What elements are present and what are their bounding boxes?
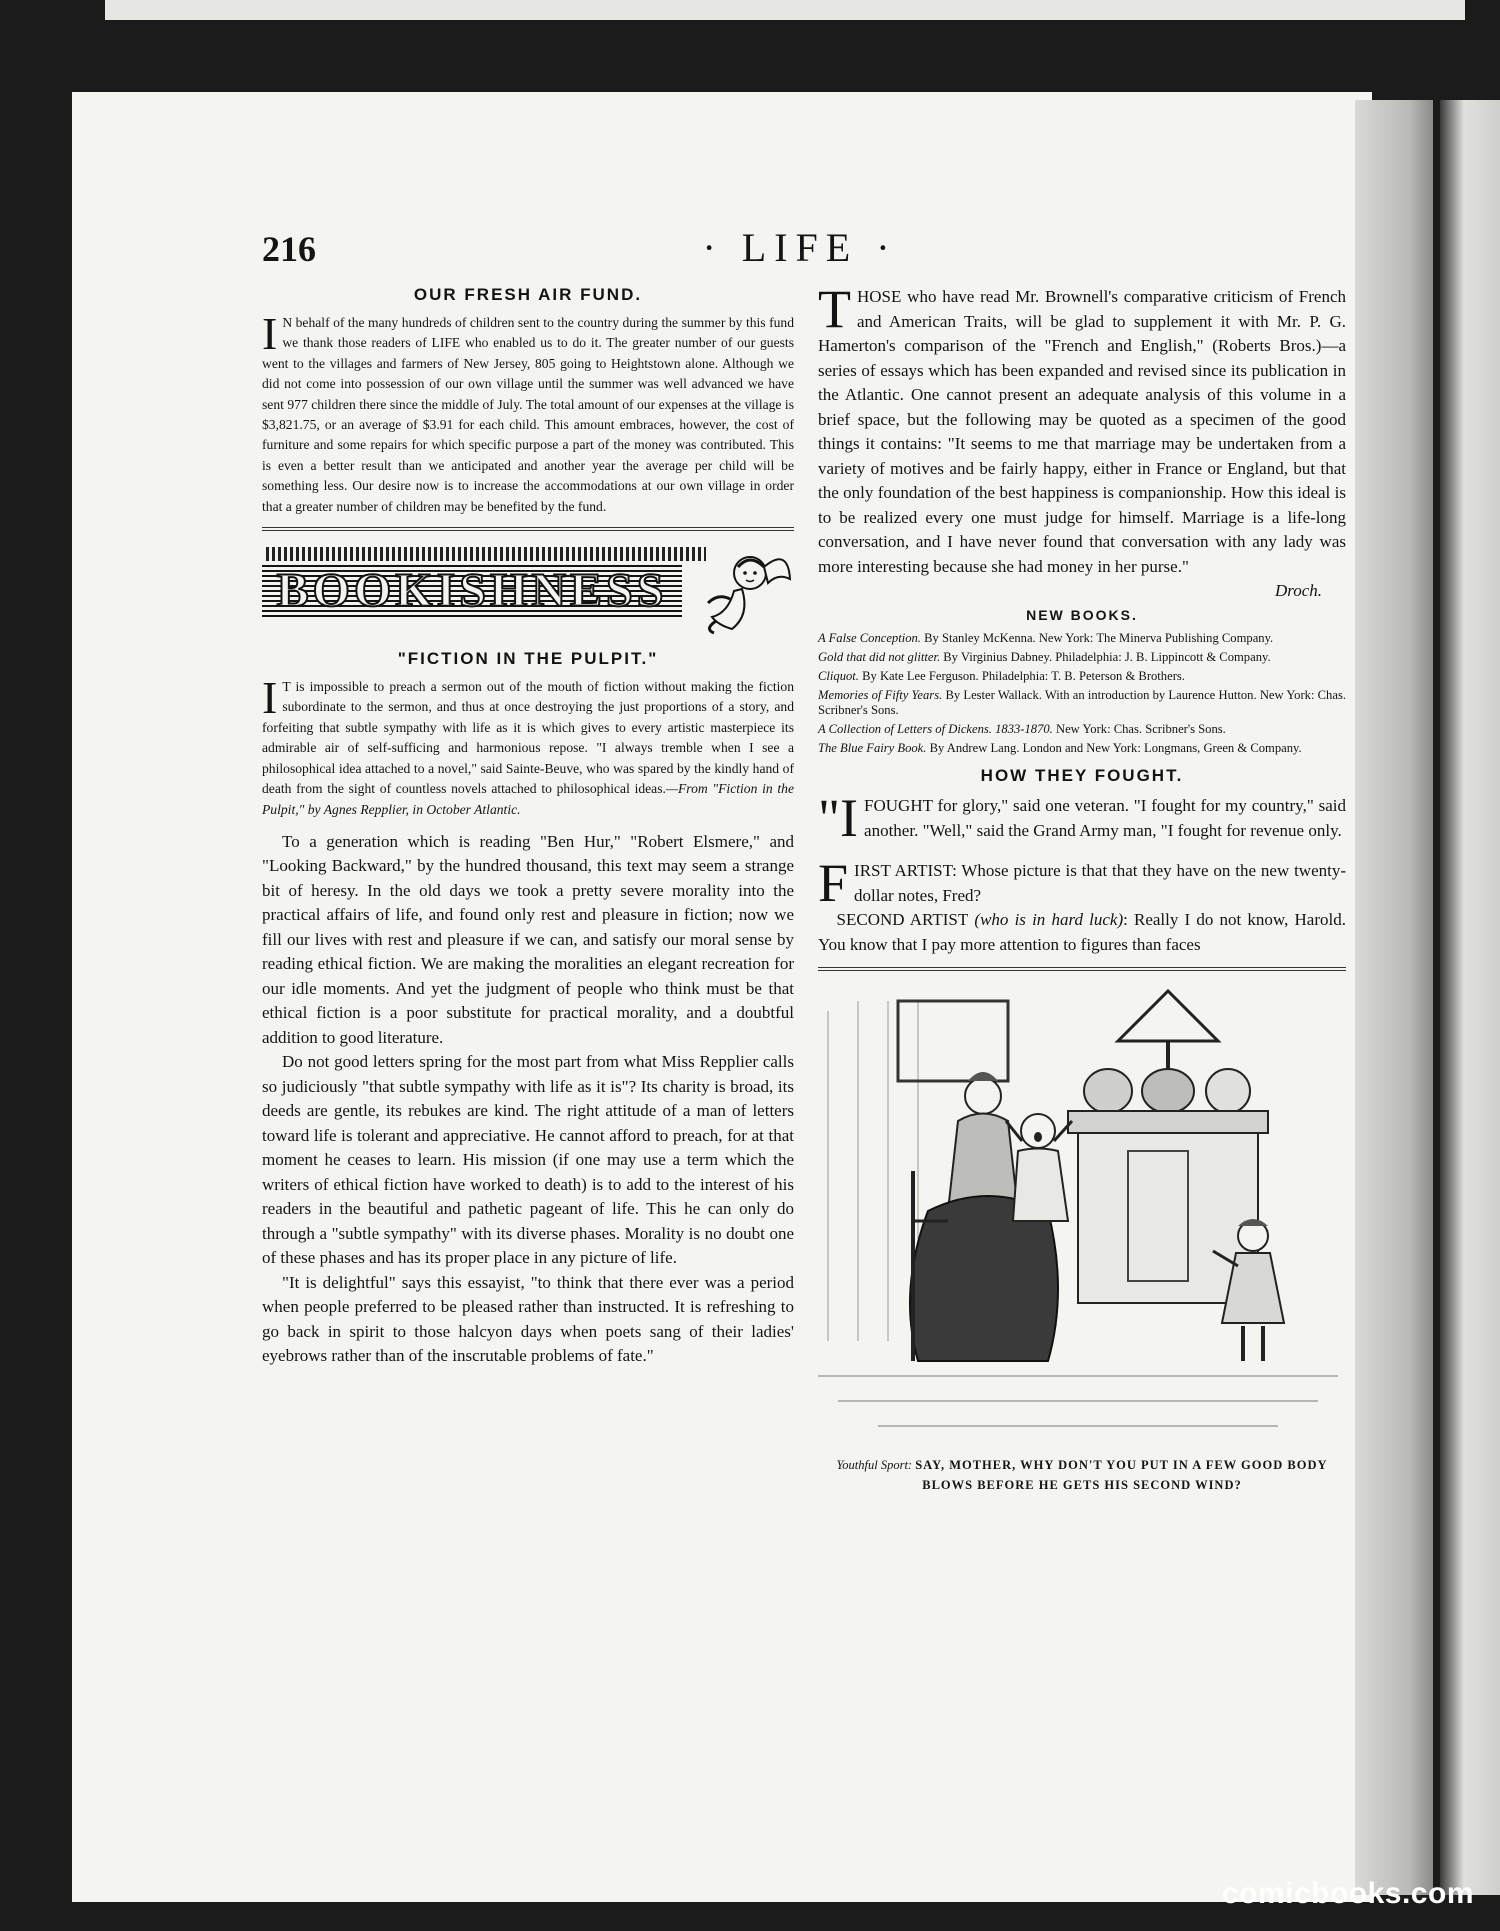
book-title: Gold that did not glitter. [818, 650, 941, 664]
book-details: By Lester Wallack. With an introduction by Laurence Hutton. New York: Chas. Scribner's Sons. [818, 688, 1346, 717]
cherub-icon [702, 543, 794, 635]
fiction-dropcap: I [262, 672, 278, 724]
fiction-title: "FICTION IN THE PULPIT." [397, 649, 659, 669]
list-item [818, 741, 1346, 756]
fresh-air-dropcap: I [262, 308, 278, 359]
masthead-title: · LIFE · [702, 225, 898, 270]
brownell-dropcap: T [818, 279, 851, 339]
fresh-air-title: OUR FRESH AIR FUND. [413, 285, 643, 304]
book-details: By Andrew Lang. London and New York: Longmans, Green & Company. [929, 741, 1302, 755]
right-column [818, 279, 1346, 1495]
previous-page-strip [105, 0, 1465, 20]
page-number: 216 [262, 229, 316, 269]
fresh-air-text: N behalf of the many hundreds of children sent to the country during the summer by this fund we thank those readers of LIFE who enabled us to do it. The greater number of our guests went to the villages and farmers of New Jersey, 805 going to Heightstown alone. Although we did not come into possession of our own village until the summer was well advanced we have sent 977 children there since the middle of July. The total amount of our expenses at the village is $3,821.75, or an average of $3.91 for each child. This amount embraces, however, the cost of furniture and some repairs for which specific purpose a part of the money was contributed. This is even a better result than we anticipated and another year the average per child will be something less. Our desire now is to increase the accommodations at our own village in order that a greater number of children may be benefited by the fund. [262, 315, 794, 514]
cartoon-divider [818, 967, 1346, 971]
book-title: A Collection of Letters of Dickens. 1833-1870. [818, 722, 1053, 736]
brownell-text: HOSE who have read Mr. Brownell's comparative criticism of French and American Traits, will be glad to supplement it with Mr. P. G. Hamerton's comparison of the "French and English," (Roberts Bros.)—a series of essays which has been expanded and revised since its publication in the Atlantic. One cannot present an adequate analysis of this volume in a brief space, but the following may be quoted as a specimen of the good things it contains: "It seems to me that marriage may be undertaken from a variety of motives and be fairly happy, either in France or England, but that the only foundation of the best happiness is companionship. How this ideal is to be realized every one must judge for himself. Marriage is a life-long conversation, and I have never found that conversation with any lady was more interesting because she had money in her purse." [818, 287, 1346, 576]
left-column [262, 285, 794, 1369]
fiction-paragraph-2: Do not good letters spring for the most part from what Miss Repplier calls so judiciously "that subtle sympathy with life as it is"? Its charity is broad, its deeds are gentle, its rebukes are kind. The right attitude of a man of letters toward life is tolerant and appreciative. He cannot afford to preach, for at that moment he ceases to learn. His mission (if one may use a term which the writers of ethical fiction have worked to death) is to add to the interest of his readers in the beautiful and pathetic pageant of life. This he can only do through a "subtle sympathy" with its diverse phases. Morality is no doubt one of these phases and has its proper place in any picture of life. [262, 1052, 794, 1268]
book-title: A False Conception. [818, 631, 921, 645]
new-books-list [818, 631, 1346, 756]
second-artist-aside: (who is in hard luck) [974, 910, 1124, 929]
droch-signature: Droch. [1274, 581, 1322, 600]
book-details: By Virginius Dabney. Philadelphia: J. B. Lippincott & Company. [943, 650, 1271, 664]
second-artist-label: SECOND ARTIST [836, 910, 969, 929]
artist-line-1: IRST ARTIST: Whose picture is that that they have on the new twenty-dollar notes, Fred? [854, 861, 1346, 905]
list-item [818, 650, 1346, 665]
banner-ornament-bar [266, 547, 706, 561]
cartoon-caption [818, 1455, 1346, 1495]
section-divider [262, 527, 794, 531]
fought-dropcap: "I [818, 788, 859, 848]
site-watermark: comicbooks.com [1221, 1877, 1474, 1910]
new-books-title: NEW BOOKS. [1026, 607, 1138, 623]
fiction-source: —From "Fiction in the Pulpit," by Agnes Repplier, in October Atlantic. [262, 781, 794, 817]
fresh-air-paragraph [262, 308, 794, 517]
how-they-fought-title: HOW THEY FOUGHT. [980, 766, 1184, 785]
list-item [818, 722, 1346, 737]
bookishness-banner [262, 543, 794, 635]
book-title: Cliquot. [818, 669, 859, 683]
bookishness-heading: BOOKISHNESS [262, 563, 682, 617]
brownell-review [818, 279, 1346, 579]
artist-line-2: : Really I do not know, Harold. You know that I pay more attention to figures than faces [818, 910, 1346, 954]
cartoon-illustration [818, 981, 1338, 1451]
artist-dialogue [818, 853, 1346, 957]
next-page-edge [1440, 100, 1500, 1895]
page-edge-shadow [1355, 100, 1433, 1895]
list-item [818, 669, 1346, 684]
book-details: New York: Chas. Scribner's Sons. [1055, 722, 1226, 736]
book-details: By Kate Lee Ferguson. Philadelphia: T. B. Peterson & Brothers. [862, 669, 1185, 683]
artist-dropcap: F [818, 853, 849, 913]
book-details: By Stanley McKenna. New York: The Minerva Publishing Company. [924, 631, 1274, 645]
fiction-paragraph-3: "It is delightful" says this essayist, "to think that there ever was a period when people preferred to be pleased rather than instructed. It is refreshing to go back in spirit to those halcyon days when poets sang of their ladies' eyebrows rather than of the inscrutable problems of fate." [262, 1272, 794, 1366]
fought-text: FOUGHT for glory," said one veteran. "I fought for my country," said another. "Well," said the Grand Army man, "I fought for revenue only. [864, 796, 1346, 840]
caption-label: Youthful Sport: [836, 1458, 913, 1472]
fought-paragraph [818, 788, 1346, 848]
fiction-quote [262, 672, 794, 820]
fiction-quote-text: T is impossible to preach a sermon out of the mouth of fiction without making the fiction subordinate to the sermon, and thus at once destroying the just proportions of a story, and forfeiting that subtle sympathy with life as it is which gives to every artistic masterpiece its admirable air of self-sufficing and harmonious repose. "I always tremble when I see a philosophical idea attached to a novel," said Sainte-Beuve, who was spared by the kindly hand of death from the sight of countless novels attached to philosophical ideas. [262, 679, 794, 797]
book-title: Memories of Fifty Years. [818, 688, 943, 702]
list-item [818, 688, 1346, 718]
list-item [818, 631, 1346, 646]
book-title: The Blue Fairy Book. [818, 741, 927, 755]
fiction-paragraph-1: To a generation which is reading "Ben Hur," "Robert Elsmere," and "Looking Backward," by the hundred thousand, this text may seem a strange bit of heresy. In the old days we took a pretty severe morality into the practical affairs of life, and found only rest and pleasure in fiction; now we fill our lives with rest and pleasure if we can, and satisfy our moral sense by reading ethical fiction. We are making the moralities an elegant recreation for our idle moments. And yet the judgment of people who think must be that ethical fiction is a poor substitute for practical morality, and a doubtful addition to good literature. [262, 831, 794, 1047]
caption-text: SAY, MOTHER, WHY DON'T YOU PUT IN A FEW GOOD BODY BLOWS BEFORE HE GETS HIS SECOND WIND? [915, 1458, 1328, 1492]
